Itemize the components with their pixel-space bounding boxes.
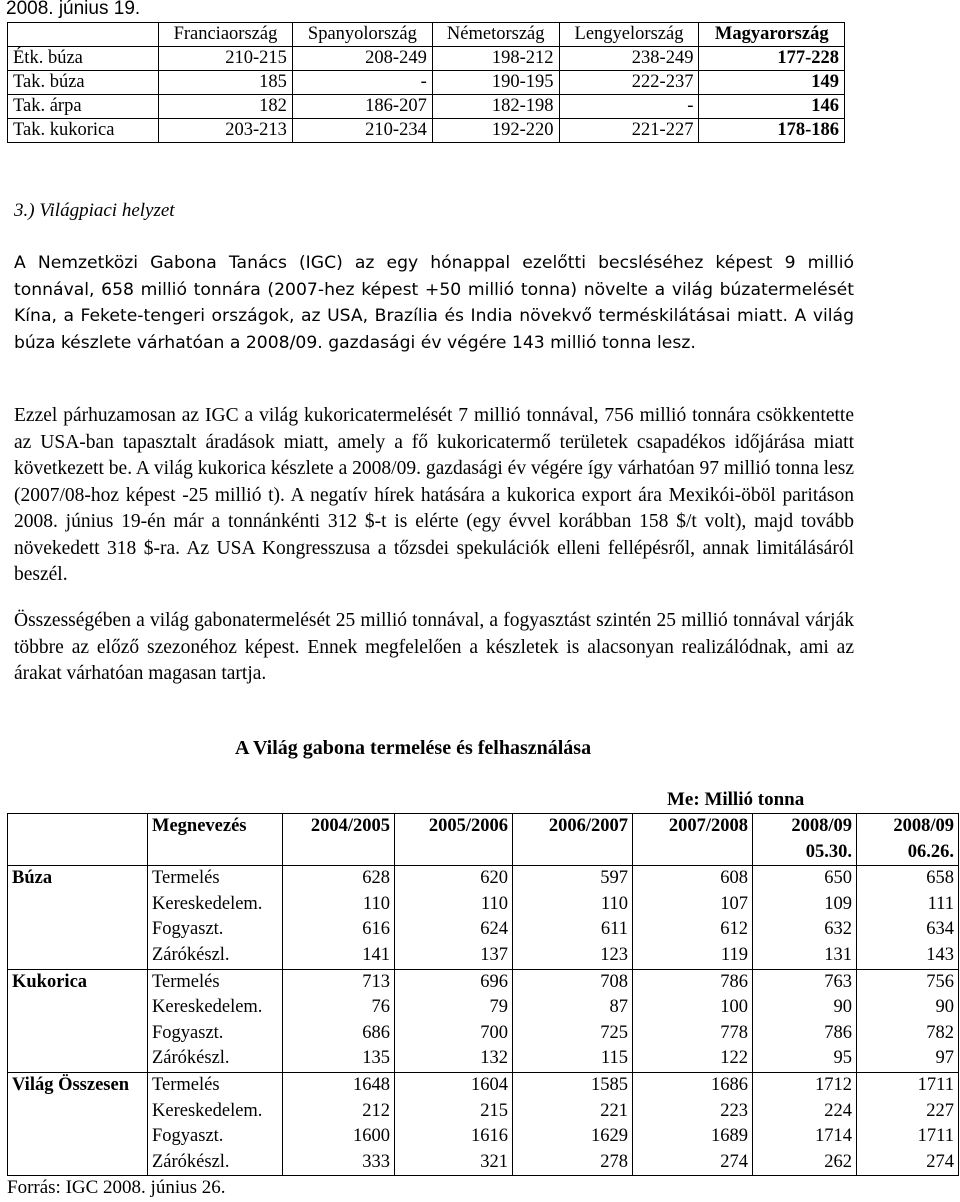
header-2005-2006: 2005/2006 (395, 814, 513, 866)
header-megnevezes: Megnevezés (148, 814, 283, 866)
value-cell: 227 (926, 1100, 954, 1121)
price-cell: - (292, 71, 432, 95)
price-cell: 208-249 (292, 47, 432, 71)
value-cell: 620 (480, 868, 508, 889)
value-cell: 632 (824, 919, 852, 940)
item-label: Fogyaszt. (152, 919, 224, 940)
price-cell: 190-195 (432, 71, 559, 95)
header-2008-09-0530: 2008/09 05.30. (753, 814, 857, 866)
value-column (633, 1072, 753, 1175)
section-title: 3.) Világpiaci helyzet (14, 200, 175, 221)
price-cell: 210-215 (159, 47, 293, 71)
value-cell: 110 (480, 893, 508, 914)
value-cell: 107 (720, 893, 748, 914)
item-label: Termelés (152, 868, 220, 889)
group-buza (8, 866, 959, 969)
value-column (857, 866, 959, 969)
value-cell: 616 (362, 919, 390, 940)
value-cell: 1711 (917, 1126, 954, 1147)
price-cell: 185 (159, 71, 293, 95)
document-date: 2008. június 19. (6, 0, 141, 19)
header-corner (8, 814, 148, 866)
value-cell: 95 (833, 1048, 852, 1069)
value-cell: 110 (600, 893, 628, 914)
header-2004-2005: 2004/2005 (283, 814, 395, 866)
value-column (283, 1072, 395, 1175)
item-label: Zárókészl. (152, 1151, 230, 1172)
source-note: Forrás: IGC 2008. június 26. (7, 1177, 226, 1198)
value-cell: 278 (600, 1151, 628, 1172)
value-column (513, 969, 633, 1072)
value-cell: 612 (720, 919, 748, 940)
value-cell: 1629 (591, 1126, 628, 1147)
group-vilag-osszesen (8, 1072, 959, 1175)
col-lengyelorszag: Lengyelország (559, 23, 699, 47)
value-cell: 778 (720, 1022, 748, 1043)
value-cell: 333 (362, 1151, 390, 1172)
item-labels (148, 969, 283, 1072)
price-cell: 178-186 (699, 119, 845, 143)
paragraph-summary: Összességében a világ gabonatermelését 25 millió tonnával, a fogyasztást szintén 25 millió tonnával várják többre az előző szezonéhoz képest. Ennek megfelelően a készletek is alacsonyan realizálódnak, ami az árakat várhatóan magasan tartja. (14, 610, 854, 684)
value-cell: 1712 (815, 1074, 852, 1095)
item-label: Termelés (152, 971, 220, 992)
value-column (753, 969, 857, 1072)
price-row-label: Étk. búza (8, 47, 159, 71)
value-cell: 696 (480, 971, 508, 992)
value-cell: 274 (926, 1151, 954, 1172)
value-cell: 87 (609, 997, 628, 1018)
price-cell: 222-237 (559, 71, 699, 95)
value-cell: 1711 (917, 1074, 954, 1095)
value-column (395, 866, 513, 969)
header-2007-2008: 2007/2008 (633, 814, 753, 866)
col-franciaorszag: Franciaország (159, 23, 293, 47)
price-row (8, 71, 845, 95)
value-cell: 137 (480, 944, 508, 965)
price-row-label: Tak. árpa (8, 95, 159, 119)
value-cell: 109 (824, 893, 852, 914)
price-cell: 182 (159, 95, 293, 119)
item-label: Fogyaszt. (152, 1126, 224, 1147)
price-cell: 210-234 (292, 119, 432, 143)
value-cell: 624 (480, 919, 508, 940)
price-cell: 203-213 (159, 119, 293, 143)
value-column (753, 866, 857, 969)
col-nemetorszag: Németország (432, 23, 559, 47)
value-cell: 131 (824, 944, 852, 965)
item-labels (148, 866, 283, 969)
value-cell: 122 (720, 1048, 748, 1069)
price-cell: 238-249 (559, 47, 699, 71)
value-cell: 756 (926, 971, 954, 992)
price-row-label: Tak. búza (8, 71, 159, 95)
item-labels (148, 1072, 283, 1175)
world-table-unit: Me: Millió tonna (667, 789, 805, 810)
value-cell: 608 (720, 868, 748, 889)
header-2006-2007: 2006/2007 (513, 814, 633, 866)
value-cell: 141 (362, 944, 390, 965)
value-column (513, 866, 633, 969)
value-cell: 1616 (471, 1126, 508, 1147)
value-column (513, 1072, 633, 1175)
value-cell: 634 (926, 919, 954, 940)
value-column (283, 866, 395, 969)
price-cell: 146 (699, 95, 845, 119)
value-cell: 725 (600, 1022, 628, 1043)
value-cell: 123 (600, 944, 628, 965)
price-cell: 186-207 (292, 95, 432, 119)
value-column (633, 969, 753, 1072)
value-cell: 79 (489, 997, 508, 1018)
value-cell: 215 (480, 1100, 508, 1121)
value-cell: 1714 (815, 1126, 852, 1147)
group-kukorica (8, 969, 959, 1072)
value-column (395, 969, 513, 1072)
price-row-label: Tak. kukorica (8, 119, 159, 143)
value-cell: 90 (935, 997, 954, 1018)
group-label: Búza (8, 866, 148, 969)
value-cell: 628 (362, 868, 390, 889)
price-row (8, 47, 845, 71)
value-cell: 1689 (711, 1126, 748, 1147)
value-cell: 700 (480, 1022, 508, 1043)
paragraph-corn: Ezzel párhuzamosan az IGC a világ kukoricatermelését 7 millió tonnával, 756 millió tonnára csökkentette az USA-ban tapasztalt áradások miatt, amely a fő kukoricatermő területek csapadékos időjárása miatt következett be. A világ kukorica készlete a 2008/09. gazdasági év végére így várhatóan 97 millió tonna lesz (2007/08-hoz képest -25 millió t). A negatív hírek hatására a kukorica export ára Mexikói-öböl paritáson 2008. június 19-én már a tonnánkénti 312 $-t is elérte (egy évvel korábban 158 $/t volt), majd tovább növekedett 318 $-ra. Az USA Kongresszusa a tőzsdei spekulációk elleni fellépésről, annak limitálásáról beszél. (14, 405, 854, 585)
value-cell: 212 (362, 1100, 390, 1121)
world-grain-table (7, 813, 959, 1176)
paragraph-wheat: A Nemzetközi Gabona Tanács (IGC) az egy hónappal ezelőtti becsléséhez képest 9 millió tonnával, 658 millió tonnára (2007-hez képest +50 millió tonna) növelte a világ búzatermelését Kína, a Fekete-tengeri országok, az USA, Brazília és India növekvő terméskilátásai miatt. A világ búza készlete várhatóan a 2008/09. gazdasági év végére 143 millió tonna lesz. (14, 253, 854, 353)
price-row (8, 95, 845, 119)
value-column (395, 1072, 513, 1175)
value-cell: 132 (480, 1048, 508, 1069)
value-cell: 274 (720, 1151, 748, 1172)
price-cell: 192-220 (432, 119, 559, 143)
item-label: Kereskedelem. (152, 893, 263, 914)
item-label: Zárókészl. (152, 1048, 230, 1069)
group-label: Világ Összesen (8, 1072, 148, 1175)
value-cell: 708 (600, 971, 628, 992)
col-spanyolorszag: Spanyolország (292, 23, 432, 47)
value-cell: 611 (600, 919, 628, 940)
value-column (283, 969, 395, 1072)
value-cell: 1604 (471, 1074, 508, 1095)
item-label: Termelés (152, 1074, 220, 1095)
price-table (7, 22, 845, 143)
value-cell: 786 (824, 1022, 852, 1043)
group-label: Kukorica (8, 969, 148, 1072)
world-table-title: A Világ gabona termelése és felhasználása (235, 737, 592, 759)
price-cell: 198-212 (432, 47, 559, 71)
value-cell: 658 (926, 868, 954, 889)
value-cell: 763 (824, 971, 852, 992)
value-column (753, 1072, 857, 1175)
item-label: Kereskedelem. (152, 997, 263, 1018)
value-column (857, 1072, 959, 1175)
value-cell: 713 (362, 971, 390, 992)
price-table-header (8, 23, 845, 47)
world-table-header (8, 814, 959, 866)
price-cell: 182-198 (432, 95, 559, 119)
value-cell: 1686 (711, 1074, 748, 1095)
value-cell: 223 (720, 1100, 748, 1121)
value-cell: 321 (480, 1151, 508, 1172)
value-cell: 221 (600, 1100, 628, 1121)
value-column (633, 866, 753, 969)
price-cell: - (559, 95, 699, 119)
item-label: Fogyaszt. (152, 1022, 224, 1043)
value-column (857, 969, 959, 1072)
value-cell: 686 (362, 1022, 390, 1043)
value-cell: 90 (833, 997, 852, 1018)
header-2008-09-0626: 2008/09 06.26. (857, 814, 959, 866)
value-cell: 597 (600, 868, 628, 889)
value-cell: 135 (362, 1048, 390, 1069)
item-label: Zárókészl. (152, 944, 230, 965)
value-cell: 143 (926, 944, 954, 965)
value-cell: 100 (720, 997, 748, 1018)
value-cell: 97 (935, 1048, 954, 1069)
price-cell: 177-228 (699, 47, 845, 71)
value-cell: 650 (824, 868, 852, 889)
price-cell: 221-227 (559, 119, 699, 143)
value-cell: 76 (371, 997, 390, 1018)
value-cell: 1648 (353, 1074, 390, 1095)
item-label: Kereskedelem. (152, 1100, 263, 1121)
value-cell: 115 (600, 1048, 628, 1069)
price-cell: 149 (699, 71, 845, 95)
value-cell: 1600 (353, 1126, 390, 1147)
value-cell: 119 (720, 944, 748, 965)
value-cell: 786 (720, 971, 748, 992)
price-table-corner (8, 23, 159, 47)
value-cell: 111 (927, 893, 954, 914)
price-row (8, 119, 845, 143)
value-cell: 262 (824, 1151, 852, 1172)
value-cell: 224 (824, 1100, 852, 1121)
col-magyarorszag: Magyarország (699, 23, 845, 47)
value-cell: 1585 (591, 1074, 628, 1095)
value-cell: 110 (362, 893, 390, 914)
value-cell: 782 (926, 1022, 954, 1043)
